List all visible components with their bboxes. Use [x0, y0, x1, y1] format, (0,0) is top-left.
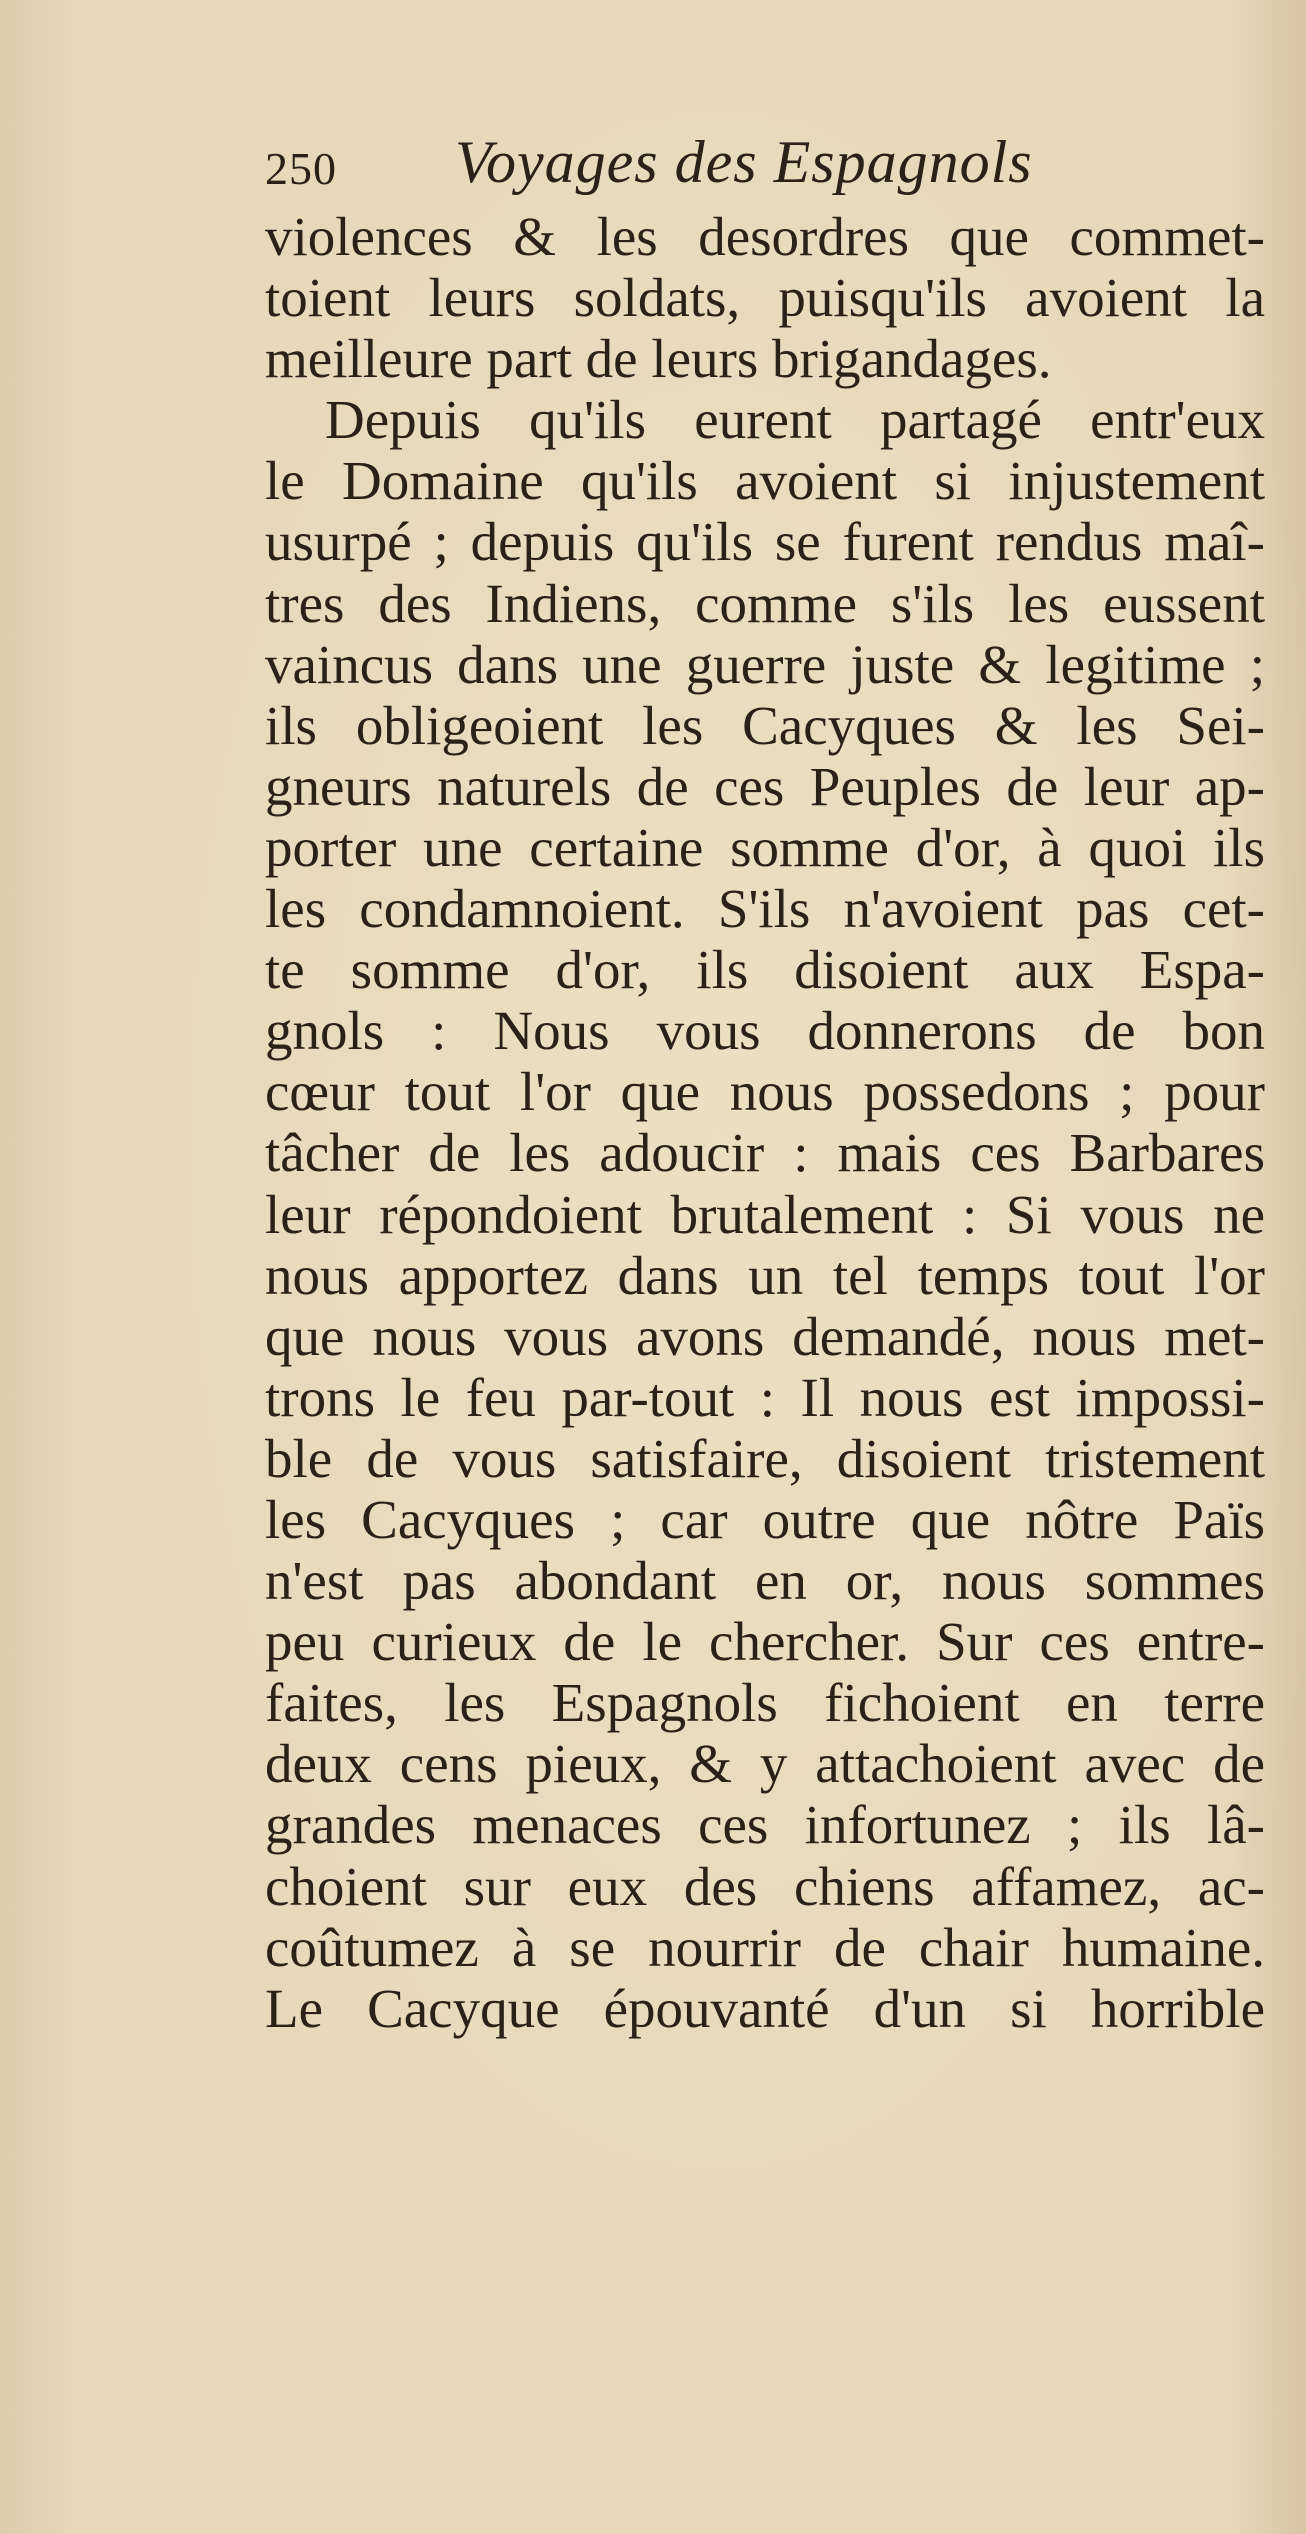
- text-line-25: faites, les Espagnols fichoient en terre: [265, 1672, 1265, 1734]
- running-head: [265, 129, 1245, 212]
- text-line-26: deux cens pieux, & y attachoient avec de: [265, 1733, 1265, 1795]
- text-line-21: ble de vous satisfaire, disoient tristement: [265, 1427, 1265, 1489]
- text-line-27: grandes menaces ces infortunez ; ils lâ-: [265, 1794, 1265, 1856]
- text-line-10: gneurs naturels de ces Peuples de leur ap-: [265, 755, 1265, 817]
- text-line-23: n'est pas abondant en or, nous sommes: [265, 1550, 1265, 1612]
- body-text: [265, 206, 1265, 2039]
- text-line-8: vaincus dans une guerre juste & legitime ;: [265, 633, 1265, 695]
- text-line-13: te somme d'or, ils disoient aux Espa-: [265, 939, 1265, 1001]
- text-line-2: toient leurs soldats, puisqu'ils avoient la: [265, 267, 1265, 329]
- text-line-30: Le Cacyque épouvanté d'un si horrible: [265, 1977, 1265, 2039]
- text-line-3: meilleure part de leurs brigandages.: [265, 328, 1052, 390]
- text-line-14: gnols : Nous vous donnerons de bon: [265, 1000, 1265, 1062]
- text-line-6: usurpé ; depuis qu'ils se furent rendus maî-: [265, 511, 1265, 573]
- page-number: 250: [265, 143, 337, 194]
- text-line-11: porter une certaine somme d'or, à quoi ils: [265, 816, 1265, 878]
- text-line-9: ils obligeoient les Cacyques & les Sei-: [265, 694, 1265, 756]
- text-line-17: leur répondoient brutalement : Si vous ne: [265, 1183, 1265, 1245]
- text-line-22: les Cacyques ; car outre que nôtre Païs: [265, 1488, 1265, 1550]
- text-line-24: peu curieux de le chercher. Sur ces entre-: [265, 1611, 1265, 1673]
- text-line-19: que nous vous avons demandé, nous met-: [265, 1305, 1265, 1367]
- text-line-7: tres des Indiens, comme s'ils les eussent: [265, 572, 1265, 634]
- text-line-15: cœur tout l'or que nous possedons ; pour: [265, 1061, 1265, 1123]
- text-line-18: nous apportez dans un tel temps tout l'or: [265, 1244, 1265, 1306]
- text-line-29: coûtumez à se nourrir de chair humaine.: [265, 1916, 1265, 1978]
- text-line-5: le Domaine qu'ils avoient si injustement: [265, 450, 1265, 512]
- text-line-28: choient sur eux des chiens affamez, ac-: [265, 1855, 1265, 1917]
- text-line-4: Depuis qu'ils eurent partagé entr'eux: [325, 389, 1265, 451]
- text-line-20: trons le feu par-tout : Il nous est impossi-: [265, 1366, 1265, 1428]
- text-line-16: tâcher de les adoucir : mais ces Barbares: [265, 1122, 1265, 1184]
- running-title: Voyages des Espagnols: [455, 129, 1033, 195]
- text-line-1: violences & les desordres que commet-: [265, 206, 1265, 267]
- text-line-12: les condamnoient. S'ils n'avoient pas cet-: [265, 878, 1265, 940]
